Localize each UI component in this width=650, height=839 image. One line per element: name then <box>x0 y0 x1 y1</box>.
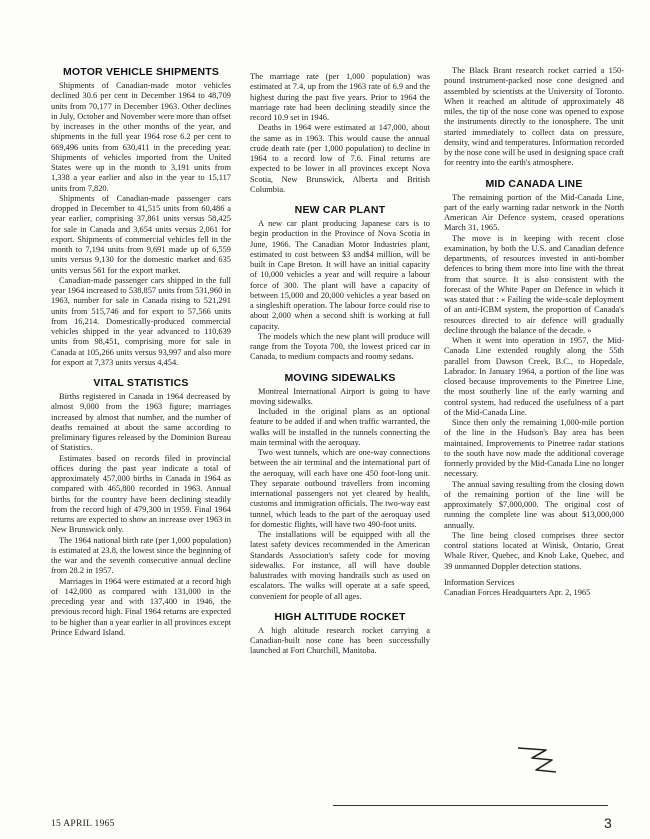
paragraph: The installations will be equipped with all the latest safety devices recommended in the American Standards Association's safety code for moving sidewalks. For instance, all will have double balustrades with moving handrails such as used on escalators. The walks will operate at a safe speed, convenient for people of all ages. <box>250 530 430 601</box>
paragraph: The line being closed comprises three sector control stations located at Winisk, Ontario, Great Whale River, Quebec, and Knob Lake, Quebec, and 39 unmanned Doppler detection stations. <box>444 530 624 571</box>
section-end-mark <box>512 744 560 780</box>
paragraph: When it went into operation in 1957, the Mid-Canada Line extended roughly along the 55th parallel from Dawson Creek, B.C., to Hopedale, Labrador. In January 1964, a portion of the line was closed because improvements to the Pinetree Line, the most southerly line of the early warning and control system, had reduced the usefulness of a part of the Mid-Canada Line. <box>444 336 624 417</box>
column-middle <box>250 72 430 657</box>
column-right <box>444 66 624 598</box>
heading-motor-vehicle-shipments: MOTOR VEHICLE SHIPMENTS <box>62 66 220 78</box>
paragraph: Two west tunnels, which are one-way connections between the air terminal and the international part of the aeroquay, will each have one 450 foot-long unit. They separate outbound travellers from incoming international passengers not yet cleared by health, customs and immigration officials. The two-way east tunnel, which leads to the part of the aeroquay used for domestic flights, will have two 490-foot units. <box>250 448 430 529</box>
page-number: 3 <box>604 815 612 831</box>
paragraph: Canadian-made passenger cars shipped in the full year 1964 increased to 538,857 units from 531,960 in 1963, number for sale in Canada rising to 521,291 units from 515,746 and for export to 57,566 units from 16,214. Domestically-produced commercial vehicles shipped in the year advanced to 110,639 units from 98,451, comprising more for sale in Canada at 105,266 units versus 93,997 and also more for export at 7,373 units versus 4,454. <box>51 275 231 367</box>
paragraph: The models which the new plant will produce will range from the Toyota 700, the lowest priced car in Canada, to medium compacts and roomy sedans. <box>250 331 430 362</box>
paragraph: Marriages in 1964 were estimated at a record high of 142,000 as compared with 131,000 in the preceding year and with 137,400 in 1946, the previous record high. Final 1964 returns are expected to be higher than a year earlier in all provinces except Prince Edward Island. <box>51 576 231 637</box>
heading-mid-canada-line: MID CANADA LINE <box>485 177 583 190</box>
paragraph: The move is in keeping with recent close examination, by both the U.S. and Canadian defence departments, of resources invested in anti-bomber defences to bring them more into line with the threat from that source. It is also consistent with the forecast of the White Paper on Defence in which it was stated that : « Failing the wide-scale deployment of an anti-ICBM system, the proportion of Canada's resources directed to air defence will gradually decline through the balance of the decade. » <box>444 233 624 335</box>
paragraph: Shipments of Canadian-made motor vehicles declined 30.6 per cent in December 1964 to 48,709 units from 70,177 in December 1963. Other declines in July, October and November were more than offset by increases in the other months of the year, and shipments in the full year 1964 rose 6.2 per cent to 669,496 units from 630,411 in the preceding year. Shipments of vehicles imported from the United States were up in the month to 3,191 units from 1,338 a year earlier and also in the year to 15,117 units from 7,820. <box>51 81 232 193</box>
heading-moving-sidewalks: MOVING SIDEWALKS <box>284 371 396 384</box>
paragraph: The marriage rate (per 1,000 population) was estimated at 7.4, up from the 1963 rate of 6.9 and the highest during the past five years. Prior to 1964 the marriage rate had been declining steadily since the record 10.9 set in 1946. <box>250 72 430 122</box>
heading-new-car-plant: NEW CAR PLANT <box>294 204 386 216</box>
footer-rule <box>333 805 608 806</box>
paragraph: Since then only the remaining 1,000-mile portion of the line in the Hudson's Bay area has been maintained. Improvements to Pinetree radar stations to the south have now made the additional coverage formerly provided by the Mid-Canada Line no longer necessary. <box>444 418 624 479</box>
paragraph: Births registered in Canada in 1964 decreased by almost 9,000 from the 1963 figure; marriages increased by almost that number, and the number of deaths remained at about the same according to preliminary figures released by the Dominion Bureau of Statistics. <box>51 392 231 453</box>
paragraph: A high altitude research rocket carrying a Canadian-built nose cone has been successfully launched at Fort Churchill, Manitoba. <box>250 625 430 656</box>
paragraph: Shipments of Canadian-made passenger cars dropped in December to 41,515 units from 60,486 a year earlier, comprising 37,861 units versus 58,425 for sale in Canada and 3,654 units versus 2,061 for export. Shipments of commercial vehicles fell in the month to 7,194 units from 9,691 made up of 6,559 units versus 9,130 for the domestic market and 635 units versus 561 for the export market. <box>51 193 231 275</box>
paragraph: The remaining portion of the Mid-Canada Line, part of the early warning radar network in the North American Air Defence system, ceased operations March 31, 1965. <box>444 192 624 233</box>
paragraph: The annual saving resulting from the closing down of the remaining portion of the line will be approximately $7,000,000. The original cost of running the complete line was about $13,000,000 annually. <box>444 479 624 530</box>
paragraph: The Black Brant research rocket carried a 150-pound instrument-packed nose cone designed and assembled by scientists at the University of Toronto. When it reached an altitude of approximately 48 miles, the tip of the nose cone was opened to expose the instruments directly to the ionosphere. The unit started immediately to collect data on pressure, density, wind and temperatures. Information recorded by the nose cone will be used in designing space craft for reentry into the earth's atmosphere. <box>444 66 625 168</box>
column-left <box>51 66 231 638</box>
heading-high-altitude-rocket: HIGH ALTITUDE ROCKET <box>274 610 406 623</box>
paragraph: The 1964 national birth rate (per 1,000 population) is estimated at 23.8, the lowest since the beginning of the war and the seventh consecutive annual decline from 28.2 in 1957. <box>51 535 231 576</box>
footer-date: 15 APRIL 1965 <box>51 819 115 829</box>
paragraph: Deaths in 1964 were estimated at 147,000, about the same as in 1963. This would cause the annual crude death rate (per 1,000 population) to decline in 1964 to a record low of 7.6. Final returns are expected to be lower in all provinces except Nova Scotia, New Brunswick, Alberta and British Columbia. <box>250 123 430 194</box>
source-line: Canadian Forces Headquarters Apr. 2, 1965 <box>444 588 591 597</box>
paragraph: Montreal International Airport is going to have moving sidewalks. <box>250 386 430 406</box>
paragraph: A new car plant producing Japanese cars is to begin production in the Province of Nova Scotia in June, 1966. The Canadian Motor Industries plant, estimated to cost between $3 and$4 million, will be built in Cape Breton. It will have an initial capacity of 10,000 vehicles a year and will require a labour force of 300. The plant will have a capacity of between 15,000 and 20,000 vehicles a year based on a singleshift operation. The labour force could rise to about 2,000 when a second shift is working at full capacity. <box>250 219 430 331</box>
paragraph: Estimates based on records filed in provincial offices during the past year indicate a total of approximately 457,000 births in Canada in 1964 as compared with 465,800 recorded in 1963. Annual births for the country have been declining steadily from the record high of 479,300 in 1959. Final 1964 returns are expected to show an increase over 1963 in New Brunswick only. <box>51 453 231 535</box>
heading-vital-statistics: VITAL STATISTICS <box>93 377 189 389</box>
paragraph: Included in the original plans as an optional feature to be added if and when traffic warranted, the walks will be installed in the tunnels connecting the main terminal with the aeroquay. <box>250 407 430 447</box>
source-line: Information Services <box>444 577 515 587</box>
